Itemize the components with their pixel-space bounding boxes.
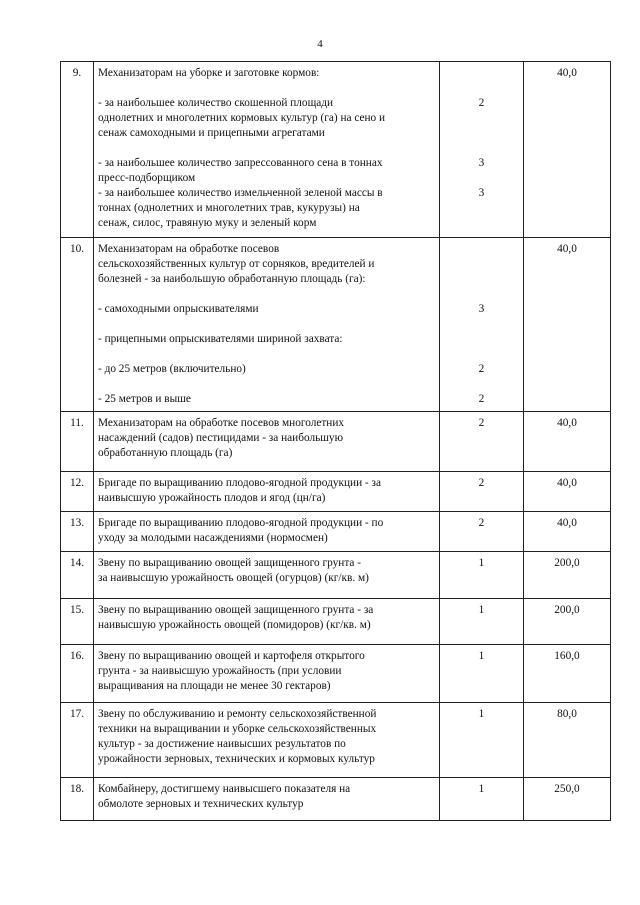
description-line: Бригаде по выращиванию плодово-ягодной продукции - за — [98, 477, 381, 489]
row-number: 18. — [61, 778, 94, 821]
description-line: - за наибольшее количество измельченной зеленой массы в — [98, 187, 383, 199]
quantity-value: 1 — [478, 650, 485, 662]
description-line: сельскохозяйственных культур от сорняков, вредителей и — [98, 258, 375, 270]
row-amount: 160,0 — [524, 645, 611, 703]
quantity-value: 2 — [478, 393, 485, 405]
quantity-value — [444, 571, 519, 586]
row-description — [94, 703, 440, 778]
row-description — [94, 552, 440, 599]
quantity-value — [444, 446, 519, 461]
description-line: наивысшую урожайность овощей (помидоров) (кг/кв. м) — [98, 619, 371, 631]
description-line: грунта - за наивысшую урожайность (при условии — [98, 665, 342, 677]
quantity-value — [444, 81, 519, 96]
quantity-value — [444, 141, 519, 156]
row-amount: 200,0 — [524, 552, 611, 599]
quantity-value: 2 — [478, 97, 485, 109]
quantity-value — [444, 242, 519, 257]
row-quantity — [440, 412, 524, 472]
quantity-value — [444, 618, 519, 633]
description-line: Звену по выращиванию овощей защищенного грунта - — [98, 557, 361, 569]
description-line: обработанную площадь (га) — [98, 447, 233, 459]
description-line: за наивысшую урожайность овощей (огурцов) (кг/кв. м) — [98, 572, 369, 584]
description-line: культур - за достижение наивысших результатов по — [98, 738, 346, 750]
quantity-value: 3 — [478, 303, 485, 315]
quantity-value: 3 — [478, 157, 485, 169]
quantity-value: 1 — [478, 557, 485, 569]
description-line — [98, 317, 435, 332]
row-number: 11. — [61, 412, 94, 472]
quantity-value — [444, 287, 519, 302]
row-number: 17. — [61, 703, 94, 778]
table-row — [61, 552, 611, 599]
description-line: Бригаде по выращиванию плодово-ягодной продукции - по — [98, 517, 384, 529]
row-description — [94, 62, 440, 238]
row-amount: 40,0 — [524, 412, 611, 472]
description-line: сенаж, силос, травяную муку и зеленый корм — [98, 217, 317, 229]
quantity-value: 1 — [478, 783, 485, 795]
table-row — [61, 412, 611, 472]
description-line: - до 25 метров (включительно) — [98, 363, 246, 375]
quantity-value — [444, 347, 519, 362]
description-line — [98, 141, 435, 156]
description-line: наивысшую урожайность плодов и ягод (цн/га) — [98, 492, 326, 504]
quantity-value: 1 — [478, 708, 485, 720]
row-quantity — [440, 703, 524, 778]
table-row — [61, 778, 611, 821]
row-amount: 40,0 — [524, 472, 611, 512]
table-row — [61, 472, 611, 512]
row-quantity — [440, 472, 524, 512]
description-line: уходу за молодыми насаждениями (нормосмен) — [98, 532, 328, 544]
table-row — [61, 512, 611, 552]
quantity-value — [444, 431, 519, 446]
row-amount: 40,0 — [524, 238, 611, 412]
quantity-value — [444, 377, 519, 392]
row-amount: 250,0 — [524, 778, 611, 821]
description-line: сенаж самоходными и прицепными агрегатами — [98, 127, 325, 139]
awards-table — [60, 61, 611, 821]
description-line: - за наибольшее количество запрессованного сена в тоннах — [98, 157, 383, 169]
row-quantity — [440, 599, 524, 645]
description-line: болезней - за наибольшую обработанную площадь (га): — [98, 273, 366, 285]
quantity-value — [444, 126, 519, 141]
description-line: Механизаторам на уборке и заготовке кормов: — [98, 67, 320, 79]
quantity-value — [444, 737, 519, 752]
description-line: - за наибольшее количество скошенной площади — [98, 97, 334, 109]
row-quantity — [440, 778, 524, 821]
quantity-value — [444, 332, 519, 347]
row-description — [94, 512, 440, 552]
description-line — [98, 287, 435, 302]
description-line: - самоходными опрыскивателями — [98, 303, 259, 315]
row-quantity — [440, 645, 524, 703]
table-body — [61, 62, 611, 821]
row-number: 12. — [61, 472, 94, 512]
quantity-value — [444, 797, 519, 812]
quantity-value: 2 — [478, 417, 485, 429]
row-amount: 40,0 — [524, 512, 611, 552]
row-amount: 40,0 — [524, 62, 611, 238]
description-line: насаждений (садов) пестицидами - за наибольшую — [98, 432, 344, 444]
row-amount: 80,0 — [524, 703, 611, 778]
page-number: 4 — [317, 38, 323, 50]
quantity-value — [444, 317, 519, 332]
quantity-value: 3 — [478, 187, 485, 199]
quantity-value — [444, 531, 519, 546]
quantity-value — [444, 752, 519, 767]
table-row — [61, 645, 611, 703]
row-number: 9. — [61, 62, 94, 238]
description-line: урожайности зерновых, технических и кормовых культур — [98, 753, 375, 765]
quantity-value — [444, 491, 519, 506]
description-line: Звену по обслуживанию и ремонту сельскохозяйственной — [98, 708, 377, 720]
quantity-value — [444, 201, 519, 216]
description-line: Звену по выращиванию овощей защищенного грунта - за — [98, 604, 374, 616]
row-description — [94, 412, 440, 472]
description-line: Механизаторам на обработке посевов — [98, 243, 280, 255]
row-quantity — [440, 238, 524, 412]
table-row — [61, 62, 611, 238]
description-line: техники на выращивании и уборке сельскохозяйственных — [98, 723, 377, 735]
description-line: выращивания на площади не менее 30 гектаров) — [98, 680, 331, 692]
table-row — [61, 599, 611, 645]
row-description — [94, 472, 440, 512]
row-description — [94, 238, 440, 412]
quantity-value — [444, 111, 519, 126]
quantity-value — [444, 171, 519, 186]
row-amount: 200,0 — [524, 599, 611, 645]
row-number: 16. — [61, 645, 94, 703]
quantity-value: 2 — [478, 363, 485, 375]
description-line — [98, 377, 435, 392]
row-number: 10. — [61, 238, 94, 412]
description-line: однолетних и многолетних кормовых культур (га) на сено и — [98, 112, 386, 124]
quantity-value — [444, 679, 519, 694]
row-description — [94, 778, 440, 821]
quantity-value: 2 — [478, 477, 485, 489]
description-line: пресс-подборщиком — [98, 172, 196, 184]
description-line: Комбайнеру, достигшему наивысшего показателя на — [98, 783, 351, 795]
row-number: 13. — [61, 512, 94, 552]
row-number: 14. — [61, 552, 94, 599]
description-line: Механизаторам на обработке посевов многолетних — [98, 417, 345, 429]
description-line: - прицепными опрыскивателями шириной захвата: — [98, 333, 343, 345]
row-quantity — [440, 62, 524, 238]
quantity-value — [444, 272, 519, 287]
row-number: 15. — [61, 599, 94, 645]
description-line: - 25 метров и выше — [98, 393, 191, 405]
description-line: обмолоте зерновых и технических культур — [98, 798, 304, 810]
description-line — [98, 81, 435, 96]
quantity-value — [444, 66, 519, 81]
quantity-value — [444, 257, 519, 272]
quantity-value: 1 — [478, 604, 485, 616]
row-quantity — [440, 552, 524, 599]
table-row — [61, 703, 611, 778]
description-line: тоннах (однолетних и многолетних трав, кукурузы) на — [98, 202, 360, 214]
quantity-value: 2 — [478, 517, 485, 529]
table-row — [61, 238, 611, 412]
quantity-value — [444, 664, 519, 679]
quantity-value — [444, 722, 519, 737]
row-description — [94, 599, 440, 645]
quantity-value — [444, 216, 519, 231]
description-line — [98, 347, 435, 362]
row-description — [94, 645, 440, 703]
row-quantity — [440, 512, 524, 552]
description-line: Звену по выращиванию овощей и картофеля открытого — [98, 650, 365, 662]
